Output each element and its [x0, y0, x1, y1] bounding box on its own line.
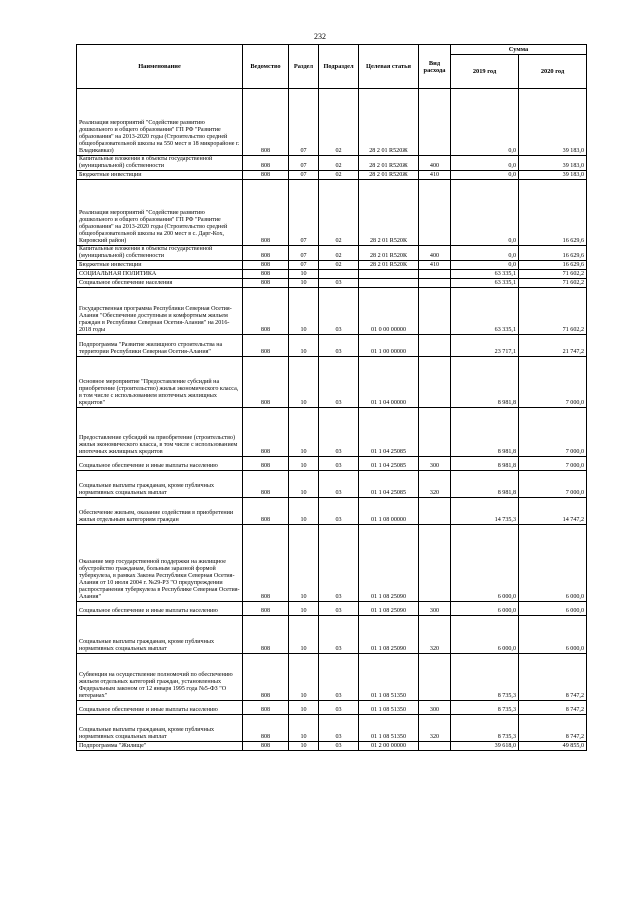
- row-name: Капитальные вложения в объекты государственной (муниципальной) собственности: [77, 246, 243, 261]
- row-department: 808: [243, 498, 289, 525]
- row-expense-type: [419, 498, 451, 525]
- row-department: 808: [243, 270, 289, 279]
- row-subsection: [319, 270, 359, 279]
- row-section: 07: [289, 261, 319, 270]
- row-name: Реализация мероприятий "Содействие развитию дошкольного и общего образования" ГП РФ "Развитие образования" на 2013-2020 годы (Строительство средней общеобразовательной школы на 550 мест в 18 микрорайоне г. Владикавказ): [77, 89, 243, 156]
- row-expense-type: [419, 270, 451, 279]
- row-name: Субвенция на осуществление полномочий по обеспечению жильем отдельных категорий граждан, установленных Федеральным законом от 12 января 1995 года №5-ФЗ "О ветеранах": [77, 654, 243, 701]
- row-subsection: 03: [319, 654, 359, 701]
- row-name: Социальное обеспечение и иные выплаты населению: [77, 701, 243, 715]
- row-amount-2020: 71 602,2: [519, 270, 587, 279]
- row-section: 10: [289, 408, 319, 457]
- row-department: 808: [243, 171, 289, 180]
- row-target-article: 01 1 04 25085: [359, 457, 419, 471]
- row-section: 07: [289, 180, 319, 246]
- row-amount-2019: 39 618,0: [451, 742, 519, 751]
- row-amount-2019: 63 335,1: [451, 288, 519, 335]
- row-section: 10: [289, 525, 319, 602]
- row-department: 808: [243, 742, 289, 751]
- row-target-article: [359, 270, 419, 279]
- row-section: 10: [289, 471, 319, 498]
- row-name: Оказание мер государственной поддержки на жилищное обустройство гражданам, больным заразной формой туберкулеза, в рамках Закона Республики Северная Осетия-Алания от 10 июля 2004 г. №29-РЗ "О предупреждении распространения туберкулеза в Республике Северная Осетия-Алания": [77, 525, 243, 602]
- row-target-article: 28 2 01 R520К: [359, 261, 419, 270]
- row-section: 07: [289, 156, 319, 171]
- row-target-article: 28 2 01 R520Ж: [359, 171, 419, 180]
- table-row: [77, 498, 587, 525]
- row-department: 808: [243, 261, 289, 270]
- row-amount-2019: 8 735,3: [451, 701, 519, 715]
- row-subsection: 02: [319, 171, 359, 180]
- row-name: Социальное обеспечение населения: [77, 279, 243, 288]
- row-name: Капитальные вложения в объекты государственной (муниципальной) собственности: [77, 156, 243, 171]
- row-amount-2019: 8 981,8: [451, 471, 519, 498]
- row-amount-2020: 21 747,2: [519, 335, 587, 357]
- row-expense-type: 300: [419, 701, 451, 715]
- row-section: 07: [289, 246, 319, 261]
- row-subsection: 02: [319, 246, 359, 261]
- row-amount-2019: 6 000,0: [451, 525, 519, 602]
- row-target-article: 28 2 01 R520Ж: [359, 156, 419, 171]
- row-target-article: 01 1 08 25090: [359, 602, 419, 616]
- row-section: 10: [289, 616, 319, 654]
- table-header: [77, 45, 587, 89]
- row-section: 10: [289, 279, 319, 288]
- row-amount-2019: 8 981,8: [451, 408, 519, 457]
- row-amount-2020: 7 000,0: [519, 471, 587, 498]
- row-department: 808: [243, 457, 289, 471]
- table-row: [77, 171, 587, 180]
- row-amount-2019: 14 735,3: [451, 498, 519, 525]
- row-amount-2019: 0,0: [451, 89, 519, 156]
- row-department: 808: [243, 335, 289, 357]
- row-expense-type: 320: [419, 471, 451, 498]
- row-amount-2019: 0,0: [451, 156, 519, 171]
- row-expense-type: [419, 525, 451, 602]
- table-row: [77, 616, 587, 654]
- table-row: [77, 715, 587, 742]
- header-name: Наименование: [77, 45, 243, 89]
- row-amount-2020: 16 629,6: [519, 246, 587, 261]
- row-name: СОЦИАЛЬНАЯ ПОЛИТИКА: [77, 270, 243, 279]
- row-name: Социальное обеспечение и иные выплаты населению: [77, 457, 243, 471]
- row-section: 10: [289, 498, 319, 525]
- row-expense-type: 300: [419, 457, 451, 471]
- row-target-article: 01 2 00 00000: [359, 742, 419, 751]
- header-subsection: Подраздел: [319, 45, 359, 89]
- row-expense-type: 320: [419, 616, 451, 654]
- row-department: 808: [243, 246, 289, 261]
- row-target-article: 01 1 08 51350: [359, 701, 419, 715]
- row-target-article: 01 1 08 25090: [359, 525, 419, 602]
- row-expense-type: [419, 279, 451, 288]
- row-amount-2020: 49 855,0: [519, 742, 587, 751]
- row-target-article: 01 1 08 00000: [359, 498, 419, 525]
- row-amount-2019: 8 981,8: [451, 357, 519, 408]
- row-amount-2020: 71 602,2: [519, 288, 587, 335]
- row-section: 07: [289, 89, 319, 156]
- table-row: [77, 156, 587, 171]
- row-subsection: 03: [319, 602, 359, 616]
- row-name: Основное мероприятие "Предоставление субсидий на приобретение (строительство) жилья экономического класса, в том числе с использованием ипотечных жилищных кредитов": [77, 357, 243, 408]
- row-department: 808: [243, 408, 289, 457]
- header-year-2019: 2019 год: [451, 55, 519, 89]
- row-section: 07: [289, 171, 319, 180]
- row-subsection: 03: [319, 701, 359, 715]
- row-amount-2019: 6 000,0: [451, 616, 519, 654]
- table-row: [77, 654, 587, 701]
- row-subsection: 03: [319, 408, 359, 457]
- row-subsection: 03: [319, 288, 359, 335]
- row-department: 808: [243, 279, 289, 288]
- row-amount-2020: 6 000,0: [519, 602, 587, 616]
- row-subsection: 02: [319, 261, 359, 270]
- row-amount-2020: 39 183,0: [519, 156, 587, 171]
- row-name: Бюджетные инвестиции: [77, 261, 243, 270]
- row-section: 10: [289, 654, 319, 701]
- row-target-article: 01 1 08 25090: [359, 616, 419, 654]
- row-department: 808: [243, 471, 289, 498]
- row-name: Социальные выплаты гражданам, кроме публичных нормативных социальных выплат: [77, 715, 243, 742]
- table-row: [77, 525, 587, 602]
- header-department: Ведомство: [243, 45, 289, 89]
- row-amount-2020: 16 629,6: [519, 180, 587, 246]
- table-row: [77, 246, 587, 261]
- row-expense-type: [419, 357, 451, 408]
- row-amount-2020: 8 747,2: [519, 715, 587, 742]
- row-subsection: 03: [319, 357, 359, 408]
- row-name: Подпрограмма "Жилище": [77, 742, 243, 751]
- row-subsection: 03: [319, 616, 359, 654]
- row-target-article: 28 2 01 R520Ж: [359, 89, 419, 156]
- row-target-article: 01 1 00 00000: [359, 335, 419, 357]
- row-amount-2020: 39 183,0: [519, 171, 587, 180]
- table-row: [77, 471, 587, 498]
- row-expense-type: [419, 288, 451, 335]
- table-row: [77, 701, 587, 715]
- row-name: Социальные выплаты гражданам, кроме публичных нормативных социальных выплат: [77, 616, 243, 654]
- header-section: Раздел: [289, 45, 319, 89]
- row-department: 808: [243, 156, 289, 171]
- row-expense-type: 410: [419, 261, 451, 270]
- row-subsection: 03: [319, 471, 359, 498]
- row-name: Социальное обеспечение и иные выплаты населению: [77, 602, 243, 616]
- row-amount-2019: 8 981,8: [451, 457, 519, 471]
- row-subsection: 03: [319, 498, 359, 525]
- row-section: 10: [289, 701, 319, 715]
- row-department: 808: [243, 616, 289, 654]
- row-target-article: 01 1 04 25085: [359, 471, 419, 498]
- row-amount-2020: 8 747,2: [519, 701, 587, 715]
- table-row: [77, 288, 587, 335]
- row-subsection: 03: [319, 457, 359, 471]
- row-amount-2019: 6 000,0: [451, 602, 519, 616]
- row-name: Государственная программа Республики Северная Осетия-Алания "Обеспечение доступным и комфортным жильем граждан в Республике Северная Осетия-Алания" на 2016-2018 годы: [77, 288, 243, 335]
- row-expense-type: 410: [419, 171, 451, 180]
- row-subsection: 03: [319, 335, 359, 357]
- row-amount-2020: 39 183,0: [519, 89, 587, 156]
- table-row: [77, 335, 587, 357]
- row-target-article: 01 1 04 25085: [359, 408, 419, 457]
- row-section: 10: [289, 715, 319, 742]
- row-section: 10: [289, 742, 319, 751]
- row-amount-2019: 0,0: [451, 246, 519, 261]
- table-row: [77, 270, 587, 279]
- row-amount-2019: 0,0: [451, 171, 519, 180]
- row-name: Реализация мероприятий "Содействие развитию дошкольного и общего образования" ГП РФ "Развитие образования" на 2013-2020 годы (Строительство средней общеобразовательной школы на 200 мест в с. Дарг-Кох, Кировский район): [77, 180, 243, 246]
- row-department: 808: [243, 602, 289, 616]
- page-number: 232: [314, 32, 326, 41]
- row-amount-2020: 6 000,0: [519, 616, 587, 654]
- row-expense-type: [419, 180, 451, 246]
- row-expense-type: [419, 335, 451, 357]
- row-subsection: 03: [319, 742, 359, 751]
- row-amount-2020: 16 629,6: [519, 261, 587, 270]
- row-amount-2019: 0,0: [451, 261, 519, 270]
- row-section: 10: [289, 335, 319, 357]
- table-body: [77, 89, 587, 751]
- row-department: 808: [243, 525, 289, 602]
- table-row: [77, 602, 587, 616]
- row-target-article: 28 2 01 R520К: [359, 246, 419, 261]
- row-section: 10: [289, 602, 319, 616]
- row-amount-2019: 8 735,3: [451, 654, 519, 701]
- row-name: Социальные выплаты гражданам, кроме публичных нормативных социальных выплат: [77, 471, 243, 498]
- row-department: 808: [243, 357, 289, 408]
- table-row: [77, 742, 587, 751]
- row-section: 10: [289, 457, 319, 471]
- row-subsection: 03: [319, 279, 359, 288]
- row-target-article: 01 1 04 00000: [359, 357, 419, 408]
- row-expense-type: 400: [419, 156, 451, 171]
- row-amount-2020: 7 000,0: [519, 357, 587, 408]
- row-name: Предоставление субсидий на приобретение (строительство) жилья экономического класса, в том числе с использованием ипотечных жилищных кредитов: [77, 408, 243, 457]
- row-department: 808: [243, 180, 289, 246]
- row-department: 808: [243, 701, 289, 715]
- row-section: 10: [289, 270, 319, 279]
- row-amount-2020: 71 602,2: [519, 279, 587, 288]
- row-expense-type: [419, 742, 451, 751]
- header-year-2020: 2020 год: [519, 55, 587, 89]
- header-amount: Сумма: [451, 45, 587, 55]
- row-name: Обеспечение жильем, оказание содействия в приобретении жилья отдельным категориям граждан: [77, 498, 243, 525]
- row-department: 808: [243, 654, 289, 701]
- row-amount-2019: 63 335,1: [451, 270, 519, 279]
- row-subsection: 03: [319, 715, 359, 742]
- row-name: Бюджетные инвестиции: [77, 171, 243, 180]
- row-amount-2019: 23 717,1: [451, 335, 519, 357]
- budget-table: [76, 44, 587, 751]
- row-amount-2020: 6 000,0: [519, 525, 587, 602]
- row-expense-type: [419, 408, 451, 457]
- row-expense-type: 400: [419, 246, 451, 261]
- table-row: [77, 261, 587, 270]
- row-expense-type: [419, 654, 451, 701]
- table-row: [77, 457, 587, 471]
- row-target-article: 01 1 08 51350: [359, 654, 419, 701]
- row-subsection: 02: [319, 89, 359, 156]
- row-department: 808: [243, 288, 289, 335]
- row-department: 808: [243, 89, 289, 156]
- row-subsection: 03: [319, 525, 359, 602]
- row-section: 10: [289, 288, 319, 335]
- row-subsection: 02: [319, 156, 359, 171]
- table-row: [77, 279, 587, 288]
- row-section: 10: [289, 357, 319, 408]
- row-amount-2020: 14 747,2: [519, 498, 587, 525]
- row-name: Подпрограмма "Развитие жилищного строительства на территории Республики Северная Осетия-Алания": [77, 335, 243, 357]
- row-target-article: 01 1 08 51350: [359, 715, 419, 742]
- row-amount-2020: 7 000,0: [519, 457, 587, 471]
- row-target-article: [359, 279, 419, 288]
- row-expense-type: 300: [419, 602, 451, 616]
- row-expense-type: [419, 89, 451, 156]
- header-target-article: Целевая статья: [359, 45, 419, 89]
- table-row: [77, 180, 587, 246]
- row-subsection: 02: [319, 180, 359, 246]
- table-row: [77, 89, 587, 156]
- row-amount-2020: 7 000,0: [519, 408, 587, 457]
- row-target-article: 01 0 00 00000: [359, 288, 419, 335]
- row-amount-2020: 8 747,2: [519, 654, 587, 701]
- row-department: 808: [243, 715, 289, 742]
- row-target-article: 28 2 01 R520К: [359, 180, 419, 246]
- row-expense-type: 320: [419, 715, 451, 742]
- header-expense-type: Вид расхода: [419, 45, 451, 89]
- table-row: [77, 357, 587, 408]
- row-amount-2019: 63 335,1: [451, 279, 519, 288]
- row-amount-2019: 8 735,3: [451, 715, 519, 742]
- row-amount-2019: 0,0: [451, 180, 519, 246]
- table-row: [77, 408, 587, 457]
